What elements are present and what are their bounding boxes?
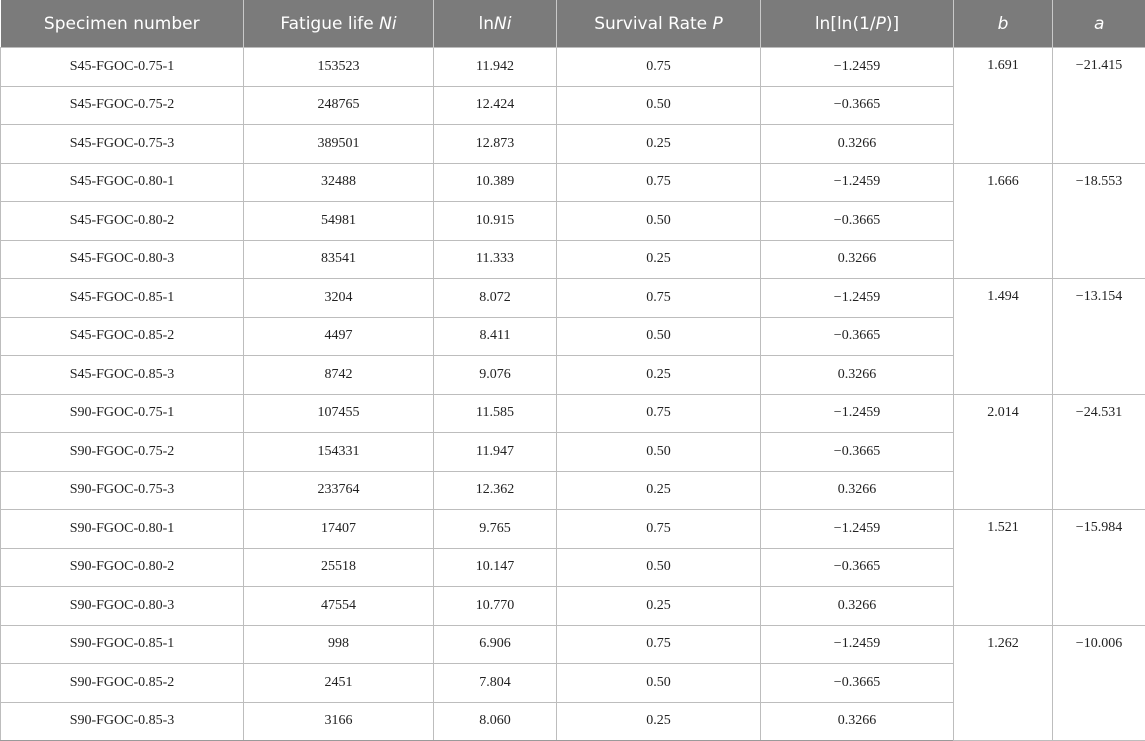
ln-ni-cell: 6.906 [434, 625, 557, 664]
lnln-cell: 0.3266 [761, 471, 954, 510]
fatigue-life-cell: 998 [244, 625, 434, 664]
lnln-cell: −0.3665 [761, 664, 954, 703]
table-row [1, 279, 1145, 318]
survival-rate-cell: 0.75 [557, 48, 761, 87]
specimen-cell: S90-FGOC-0.80-2 [1, 548, 244, 587]
specimen-cell: S45-FGOC-0.80-3 [1, 240, 244, 279]
specimen-cell: S45-FGOC-0.75-3 [1, 125, 244, 164]
specimen-cell: S45-FGOC-0.75-2 [1, 86, 244, 125]
header-survival-rate: Survival Rate P [557, 0, 761, 48]
lnln-cell: −0.3665 [761, 317, 954, 356]
fatigue-life-cell: 4497 [244, 317, 434, 356]
survival-rate-cell: 0.50 [557, 664, 761, 703]
ln-ni-cell: 10.770 [434, 587, 557, 626]
header-lnln: ln[ln(1/P)] [761, 0, 954, 48]
ln-ni-cell: 9.765 [434, 510, 557, 549]
survival-rate-cell: 0.50 [557, 317, 761, 356]
specimen-cell: S90-FGOC-0.85-3 [1, 702, 244, 741]
survival-rate-cell: 0.75 [557, 163, 761, 202]
fatigue-life-cell: 248765 [244, 86, 434, 125]
table-body [1, 48, 1145, 741]
fatigue-life-cell: 389501 [244, 125, 434, 164]
ln-ni-cell: 12.362 [434, 471, 557, 510]
lnln-cell: −0.3665 [761, 202, 954, 241]
header-b: b [954, 0, 1053, 48]
specimen-cell: S90-FGOC-0.85-1 [1, 625, 244, 664]
ln-ni-cell: 8.411 [434, 317, 557, 356]
lnln-cell: −0.3665 [761, 548, 954, 587]
fatigue-life-cell: 47554 [244, 587, 434, 626]
specimen-cell: S45-FGOC-0.85-2 [1, 317, 244, 356]
ln-ni-cell: 12.424 [434, 86, 557, 125]
survival-rate-cell: 0.25 [557, 702, 761, 741]
lnln-cell: 0.3266 [761, 356, 954, 395]
ln-ni-cell: 11.333 [434, 240, 557, 279]
specimen-cell: S45-FGOC-0.80-2 [1, 202, 244, 241]
lnln-cell: 0.3266 [761, 587, 954, 626]
table-row [1, 163, 1145, 202]
lnln-cell: −1.2459 [761, 625, 954, 664]
ln-ni-cell: 9.076 [434, 356, 557, 395]
header-ln-ni: lnNi [434, 0, 557, 48]
b-cell: 1.666 [954, 163, 1053, 279]
survival-rate-cell: 0.50 [557, 548, 761, 587]
ln-ni-cell: 11.947 [434, 433, 557, 472]
fatigue-life-cell: 3204 [244, 279, 434, 318]
specimen-cell: S45-FGOC-0.85-3 [1, 356, 244, 395]
a-cell: −21.415 [1053, 48, 1145, 164]
a-cell: −18.553 [1053, 163, 1145, 279]
survival-rate-cell: 0.50 [557, 202, 761, 241]
fatigue-life-cell: 153523 [244, 48, 434, 87]
ln-ni-cell: 11.942 [434, 48, 557, 87]
survival-rate-cell: 0.75 [557, 510, 761, 549]
lnln-cell: −1.2459 [761, 394, 954, 433]
b-cell: 1.521 [954, 510, 1053, 626]
ln-ni-cell: 8.072 [434, 279, 557, 318]
specimen-cell: S90-FGOC-0.85-2 [1, 664, 244, 703]
fatigue-life-cell: 83541 [244, 240, 434, 279]
table-row [1, 48, 1145, 87]
header-row [1, 0, 1145, 48]
ln-ni-cell: 10.147 [434, 548, 557, 587]
b-cell: 2.014 [954, 394, 1053, 510]
lnln-cell: −1.2459 [761, 163, 954, 202]
fatigue-life-cell: 2451 [244, 664, 434, 703]
header-specimen-number: Specimen number [1, 0, 244, 48]
specimen-cell: S45-FGOC-0.80-1 [1, 163, 244, 202]
survival-rate-cell: 0.75 [557, 625, 761, 664]
lnln-cell: −1.2459 [761, 48, 954, 87]
survival-rate-cell: 0.25 [557, 356, 761, 395]
survival-rate-cell: 0.50 [557, 433, 761, 472]
fatigue-life-cell: 107455 [244, 394, 434, 433]
fatigue-life-cell: 8742 [244, 356, 434, 395]
lnln-cell: −0.3665 [761, 433, 954, 472]
specimen-cell: S90-FGOC-0.75-2 [1, 433, 244, 472]
lnln-cell: 0.3266 [761, 125, 954, 164]
ln-ni-cell: 10.389 [434, 163, 557, 202]
a-cell: −15.984 [1053, 510, 1145, 626]
table-row [1, 625, 1145, 664]
lnln-cell: 0.3266 [761, 240, 954, 279]
survival-rate-cell: 0.75 [557, 394, 761, 433]
ln-ni-cell: 12.873 [434, 125, 557, 164]
survival-rate-cell: 0.50 [557, 86, 761, 125]
specimen-cell: S90-FGOC-0.80-1 [1, 510, 244, 549]
b-cell: 1.262 [954, 625, 1053, 741]
specimen-cell: S90-FGOC-0.75-3 [1, 471, 244, 510]
header-fatigue-life: Fatigue life Ni [244, 0, 434, 48]
fatigue-life-cell: 32488 [244, 163, 434, 202]
ln-ni-cell: 11.585 [434, 394, 557, 433]
ln-ni-cell: 8.060 [434, 702, 557, 741]
ln-ni-cell: 10.915 [434, 202, 557, 241]
fatigue-life-cell: 17407 [244, 510, 434, 549]
lnln-cell: −1.2459 [761, 279, 954, 318]
specimen-cell: S45-FGOC-0.75-1 [1, 48, 244, 87]
fatigue-life-cell: 233764 [244, 471, 434, 510]
survival-rate-cell: 0.25 [557, 240, 761, 279]
a-cell: −10.006 [1053, 625, 1145, 741]
fatigue-life-cell: 54981 [244, 202, 434, 241]
survival-rate-cell: 0.25 [557, 125, 761, 164]
a-cell: −24.531 [1053, 394, 1145, 510]
table-row [1, 510, 1145, 549]
fatigue-life-cell: 154331 [244, 433, 434, 472]
survival-rate-cell: 0.75 [557, 279, 761, 318]
survival-rate-cell: 0.25 [557, 587, 761, 626]
ln-ni-cell: 7.804 [434, 664, 557, 703]
lnln-cell: 0.3266 [761, 702, 954, 741]
survival-rate-cell: 0.25 [557, 471, 761, 510]
b-cell: 1.691 [954, 48, 1053, 164]
fatigue-life-cell: 25518 [244, 548, 434, 587]
specimen-cell: S45-FGOC-0.85-1 [1, 279, 244, 318]
table-row [1, 394, 1145, 433]
specimen-cell: S90-FGOC-0.80-3 [1, 587, 244, 626]
b-cell: 1.494 [954, 279, 1053, 395]
header-a: a [1053, 0, 1145, 48]
lnln-cell: −1.2459 [761, 510, 954, 549]
specimen-cell: S90-FGOC-0.75-1 [1, 394, 244, 433]
lnln-cell: −0.3665 [761, 86, 954, 125]
a-cell: −13.154 [1053, 279, 1145, 395]
fatigue-life-cell: 3166 [244, 702, 434, 741]
